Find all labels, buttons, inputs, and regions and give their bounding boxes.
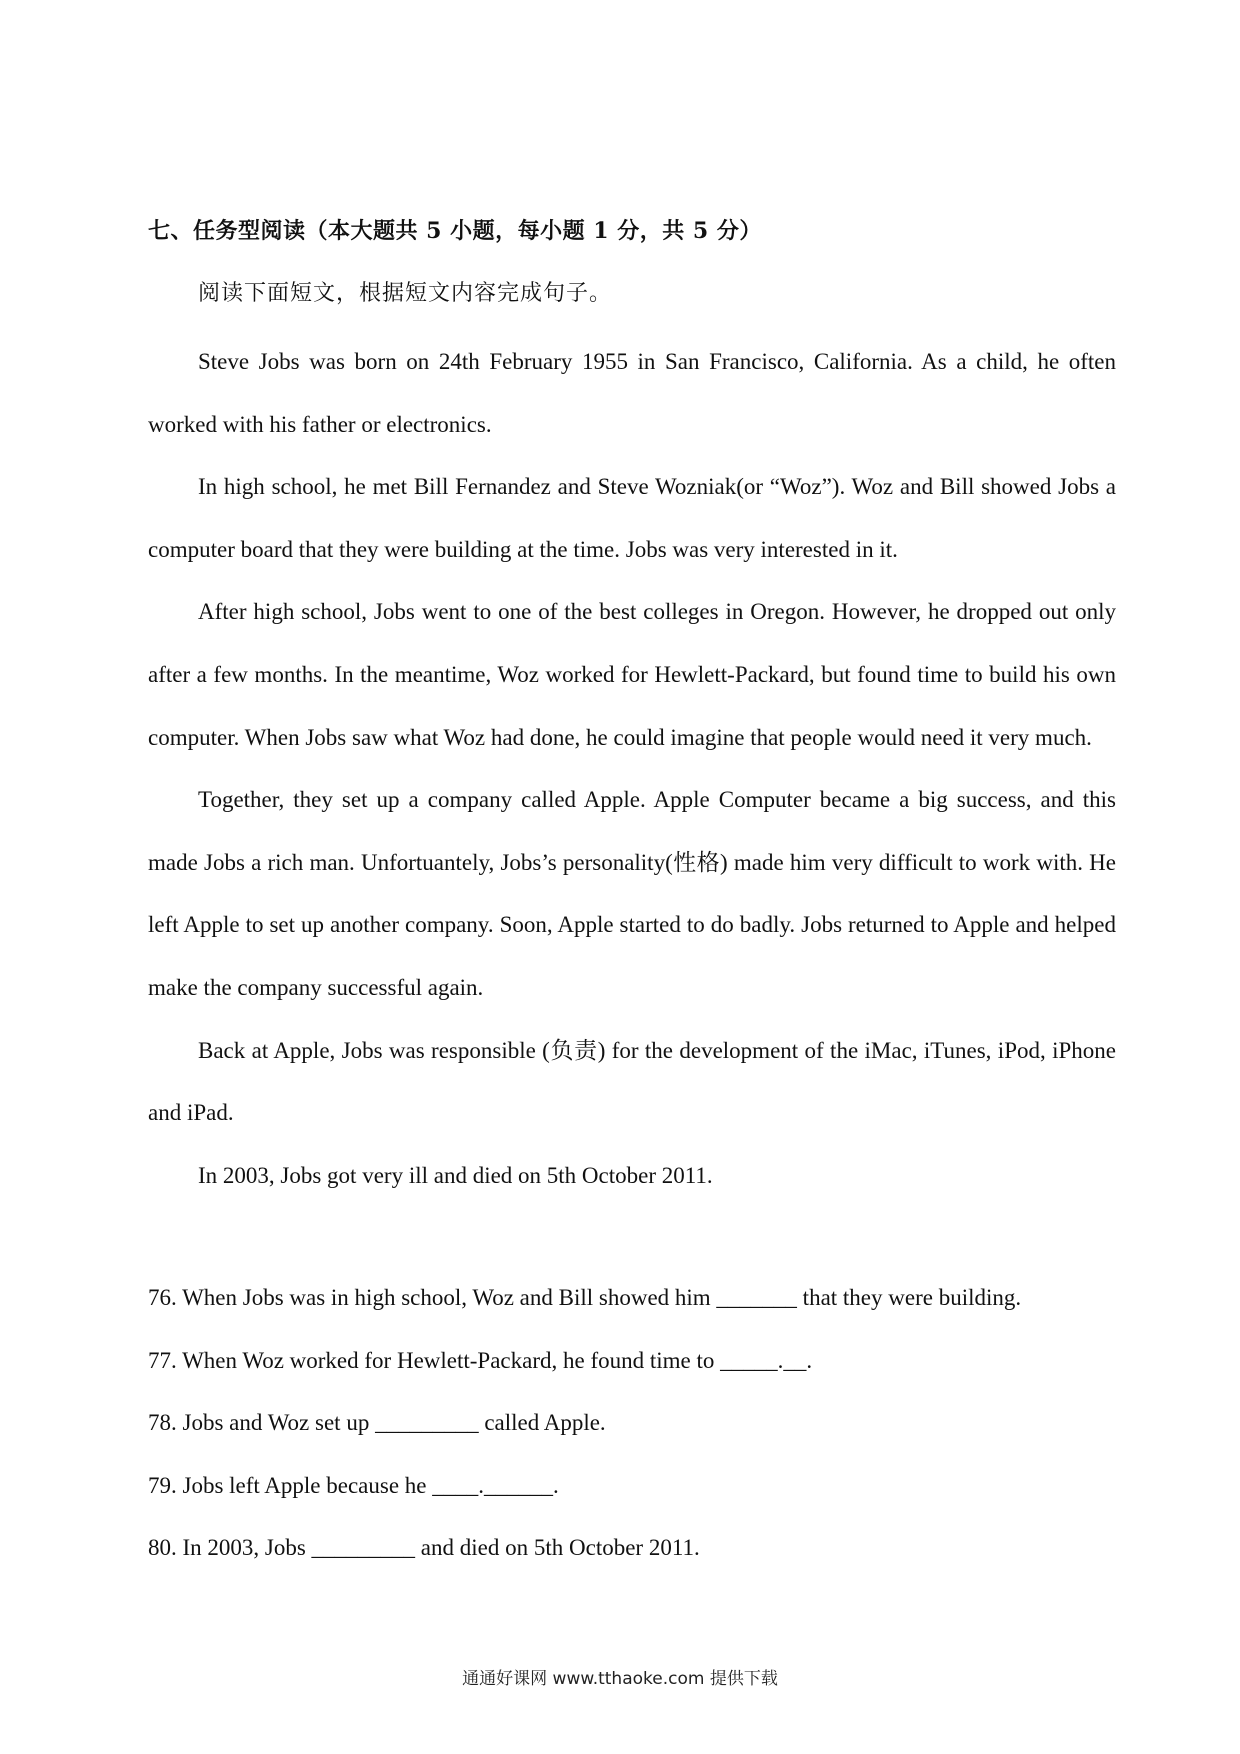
passage-paragraph-2: In high school, he met Bill Fernandez and Steve Wozniak(or “Woz”). Woz and Bill showed Jobs a computer board that they were building at the time. Jobs was very interested in it. <box>148 474 1116 562</box>
page-footer: 通通好课网 www.tthaoke.com 提供下载 <box>462 1669 778 1689</box>
question-77: 77. When Woz worked for Hewlett-Packard, he found time to _____.__. <box>148 1347 813 1373</box>
question-79: 79. Jobs left Apple because he ____.______. <box>148 1472 559 1498</box>
section-title: 七、任务型阅读（本大题共 5 小题，每小题 1 分，共 5 分） <box>148 218 762 244</box>
question-list <box>148 1267 1116 1580</box>
reading-passage <box>148 331 1116 1207</box>
question-78: 78. Jobs and Woz set up _________ called Apple. <box>148 1410 606 1436</box>
question-80: 80. In 2003, Jobs _________ and died on 5th October 2011. <box>148 1535 700 1561</box>
passage-paragraph-5: Back at Apple, Jobs was responsible (负责) for the development of the iMac, iTunes, iPod, iPhone and iPad. <box>148 1037 1116 1126</box>
document-page <box>148 0 1116 1754</box>
instruction-text: 阅读下面短文，根据短文内容完成句子。 <box>198 281 613 306</box>
passage-paragraph-6: In 2003, Jobs got very ill and died on 5th October 2011. <box>198 1162 713 1188</box>
passage-paragraph-1: Steve Jobs was born on 24th February 1955 in San Francisco, California. As a child, he often worked with his father or electronics. <box>148 349 1116 437</box>
passage-paragraph-3: After high school, Jobs went to one of the best colleges in Oregon. However, he dropped out only after a few months. In the meantime, Woz worked for Hewlett-Packard, but found time to build his own computer. When Jobs saw what Woz had done, he could imagine that people would need it very much. <box>148 599 1116 750</box>
question-76: 76. When Jobs was in high school, Woz and Bill showed him _______ that they were building. <box>148 1285 1022 1310</box>
passage-paragraph-4: Together, they set up a company called Apple. Apple Computer became a big success, and this made Jobs a rich man. Unfortuantely, Jobs’s personality(性格) made him very difficult to work with. He left Apple to set up another company. Soon, Apple started to do badly. Jobs returned to Apple and helped make the company successful again. <box>148 787 1116 1000</box>
